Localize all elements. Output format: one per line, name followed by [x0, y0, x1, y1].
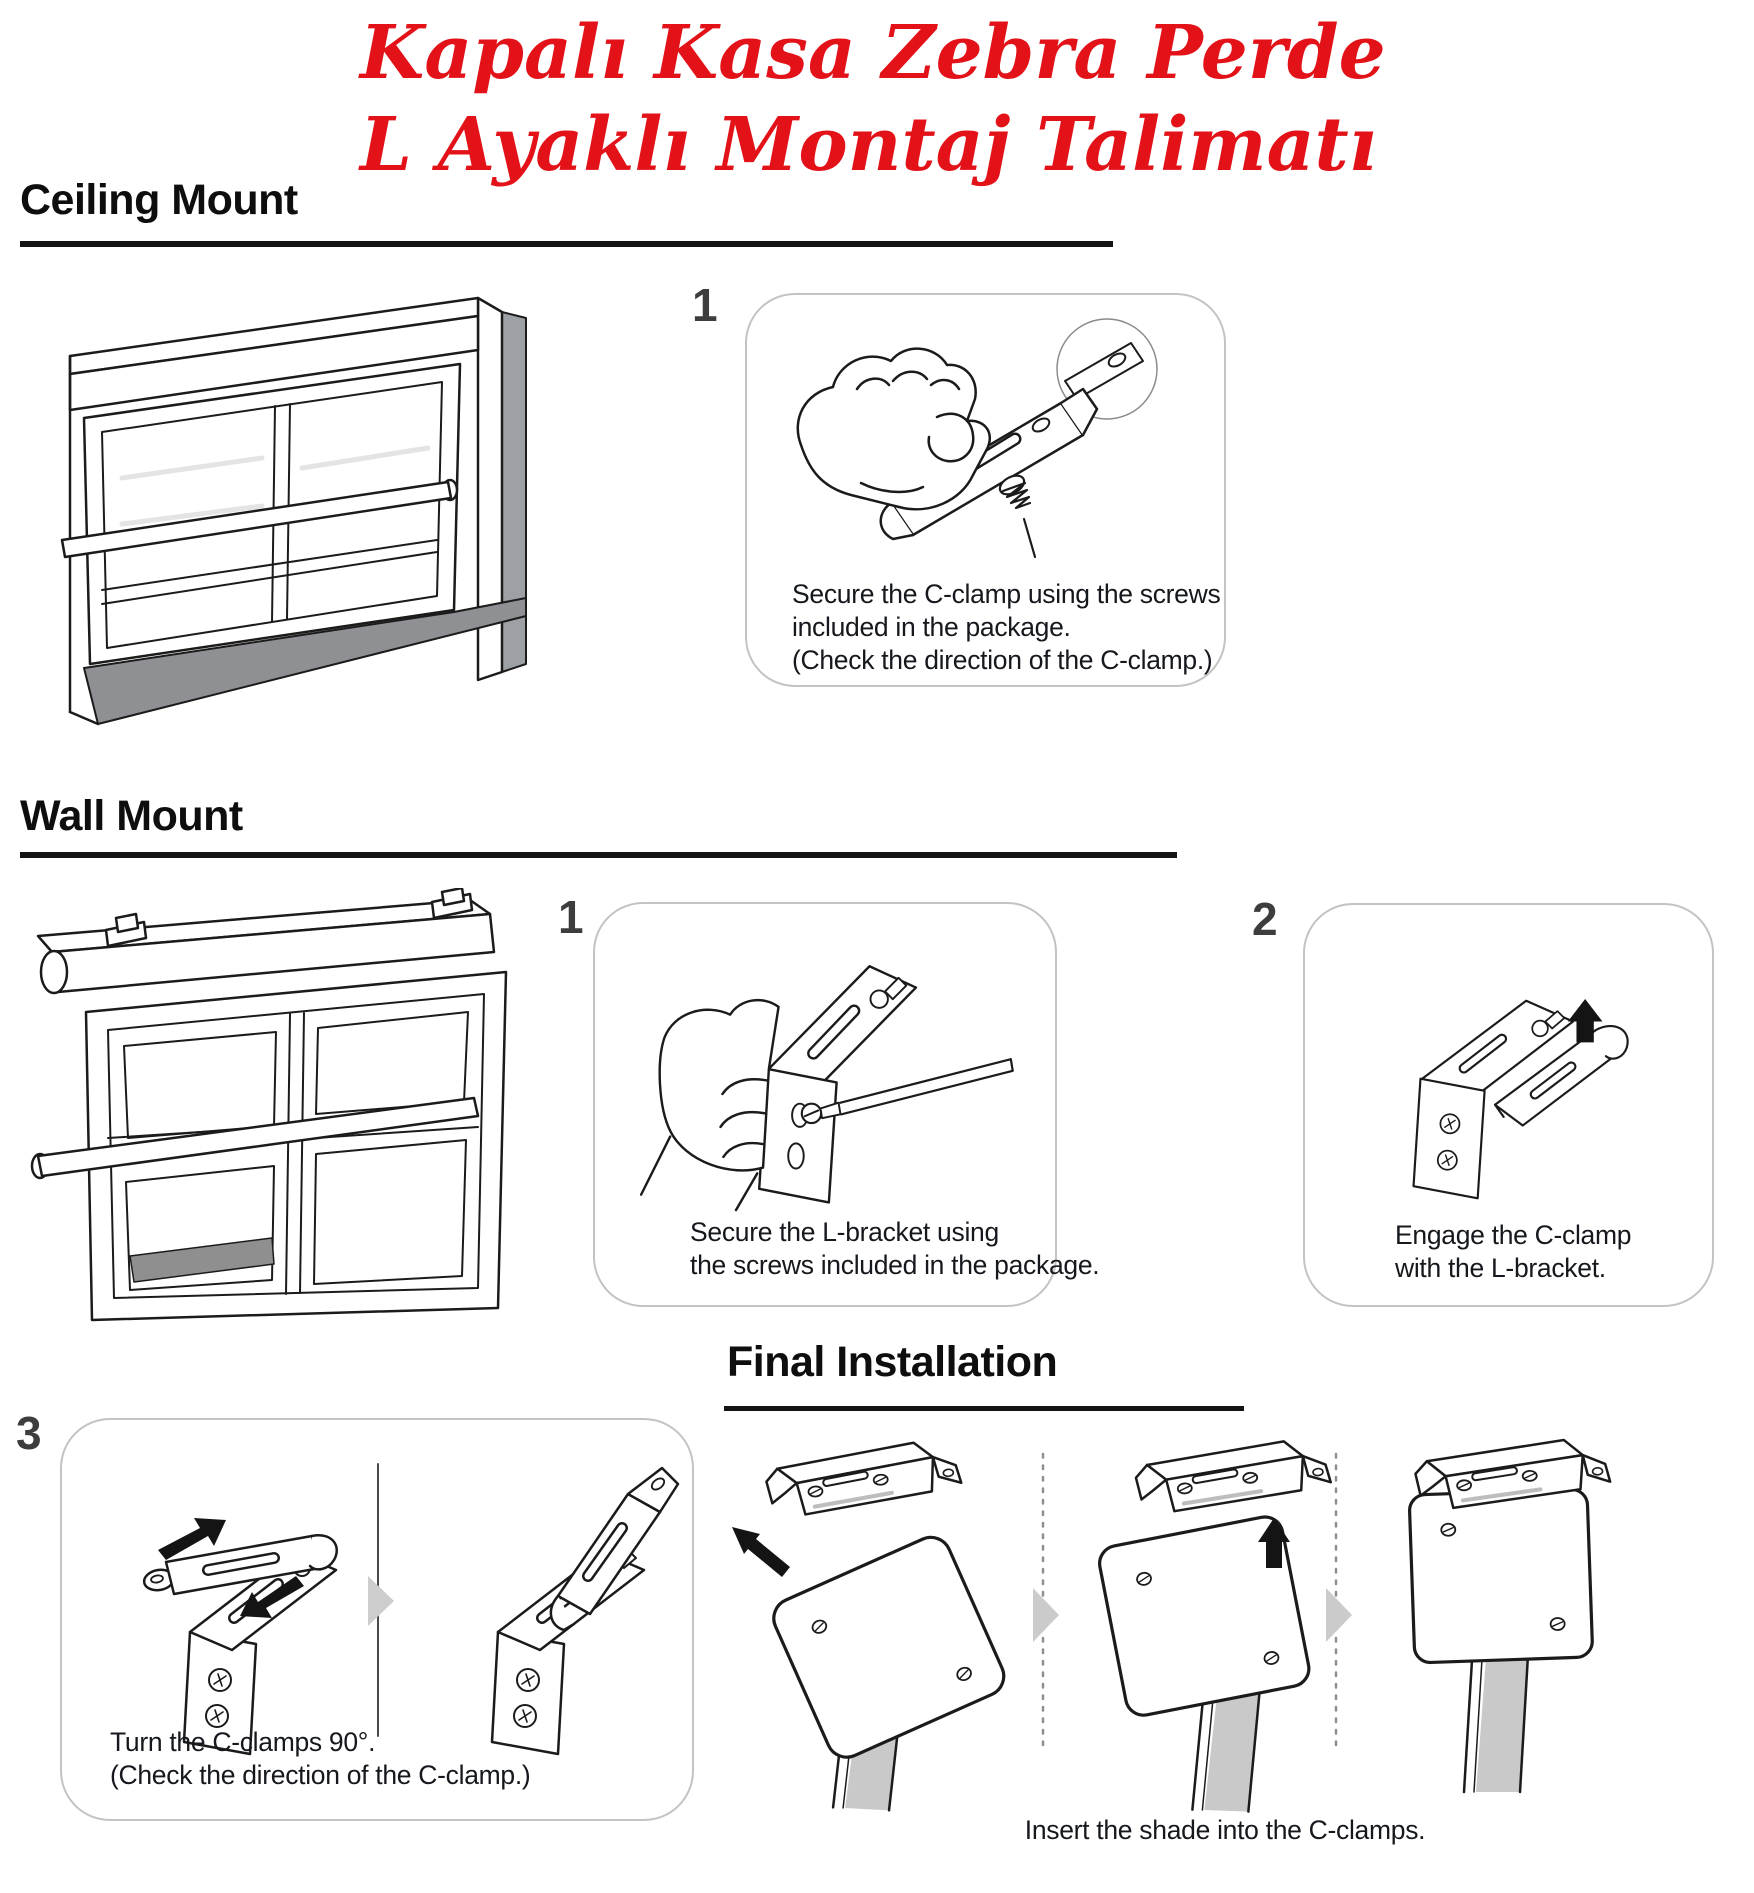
caption-line: Secure the L-bracket using — [690, 1217, 999, 1247]
page-title-line-2: L Ayaklı Montaj Talimatı — [360, 102, 1377, 188]
final-installation-rule — [724, 1406, 1244, 1411]
caption-line: included in the package. — [792, 612, 1071, 642]
cclamp-engage-lbracket-illustration — [1343, 947, 1673, 1207]
chevron-right-icon — [368, 1576, 394, 1626]
ceiling-mount-rule — [20, 241, 1113, 247]
hand-lbracket-screwdriver-illustration — [615, 914, 1035, 1214]
caption-line: the screws included in the package. — [690, 1250, 1100, 1280]
caption-line: (Check the direction of the C-clamp.) — [110, 1760, 531, 1790]
caption-line: Engage the C-clamp — [1395, 1220, 1632, 1250]
ceiling-step-1-number: 1 — [692, 279, 718, 331]
caption-line: Turn the C-clamps 90°. — [110, 1727, 376, 1757]
caption-line: with the L-bracket. — [1395, 1253, 1606, 1283]
ceiling-window-illustration — [50, 272, 590, 782]
final-sequence-illustration — [700, 1438, 1754, 1813]
caption-line: Secure the C-clamp using the screws — [792, 579, 1221, 609]
wall-mount-heading: Wall Mount — [20, 792, 243, 840]
wall-step-1-box — [593, 902, 1100, 1307]
wall-mount-rule — [20, 852, 1177, 858]
wall-step-2-number: 2 — [1252, 893, 1278, 945]
caption-line: (Check the direction of the C-clamp.) — [792, 645, 1213, 675]
wall-window-illustration — [22, 888, 567, 1333]
wall-step-2-box — [1303, 903, 1714, 1307]
final-sequence-caption: Insert the shade into the C-clamps. — [1024, 1815, 1426, 1845]
chevron-right-icon — [1326, 1588, 1352, 1642]
page-title-line-1: Kapalı Kasa Zebra Perde — [360, 10, 1386, 96]
chevron-right-icon — [1033, 1588, 1059, 1642]
final-step-3-box — [60, 1418, 694, 1821]
final-installation-heading: Final Installation — [727, 1338, 1058, 1386]
up-left-arrow-icon — [732, 1527, 790, 1577]
hand-cclamp-screw-illustration — [765, 305, 1205, 573]
ceiling-mount-heading: Ceiling Mount — [20, 176, 298, 224]
ceiling-step-1-box — [745, 293, 1226, 687]
final-step-3-number: 3 — [16, 1407, 42, 1459]
wall-step-1-number: 1 — [558, 891, 584, 943]
